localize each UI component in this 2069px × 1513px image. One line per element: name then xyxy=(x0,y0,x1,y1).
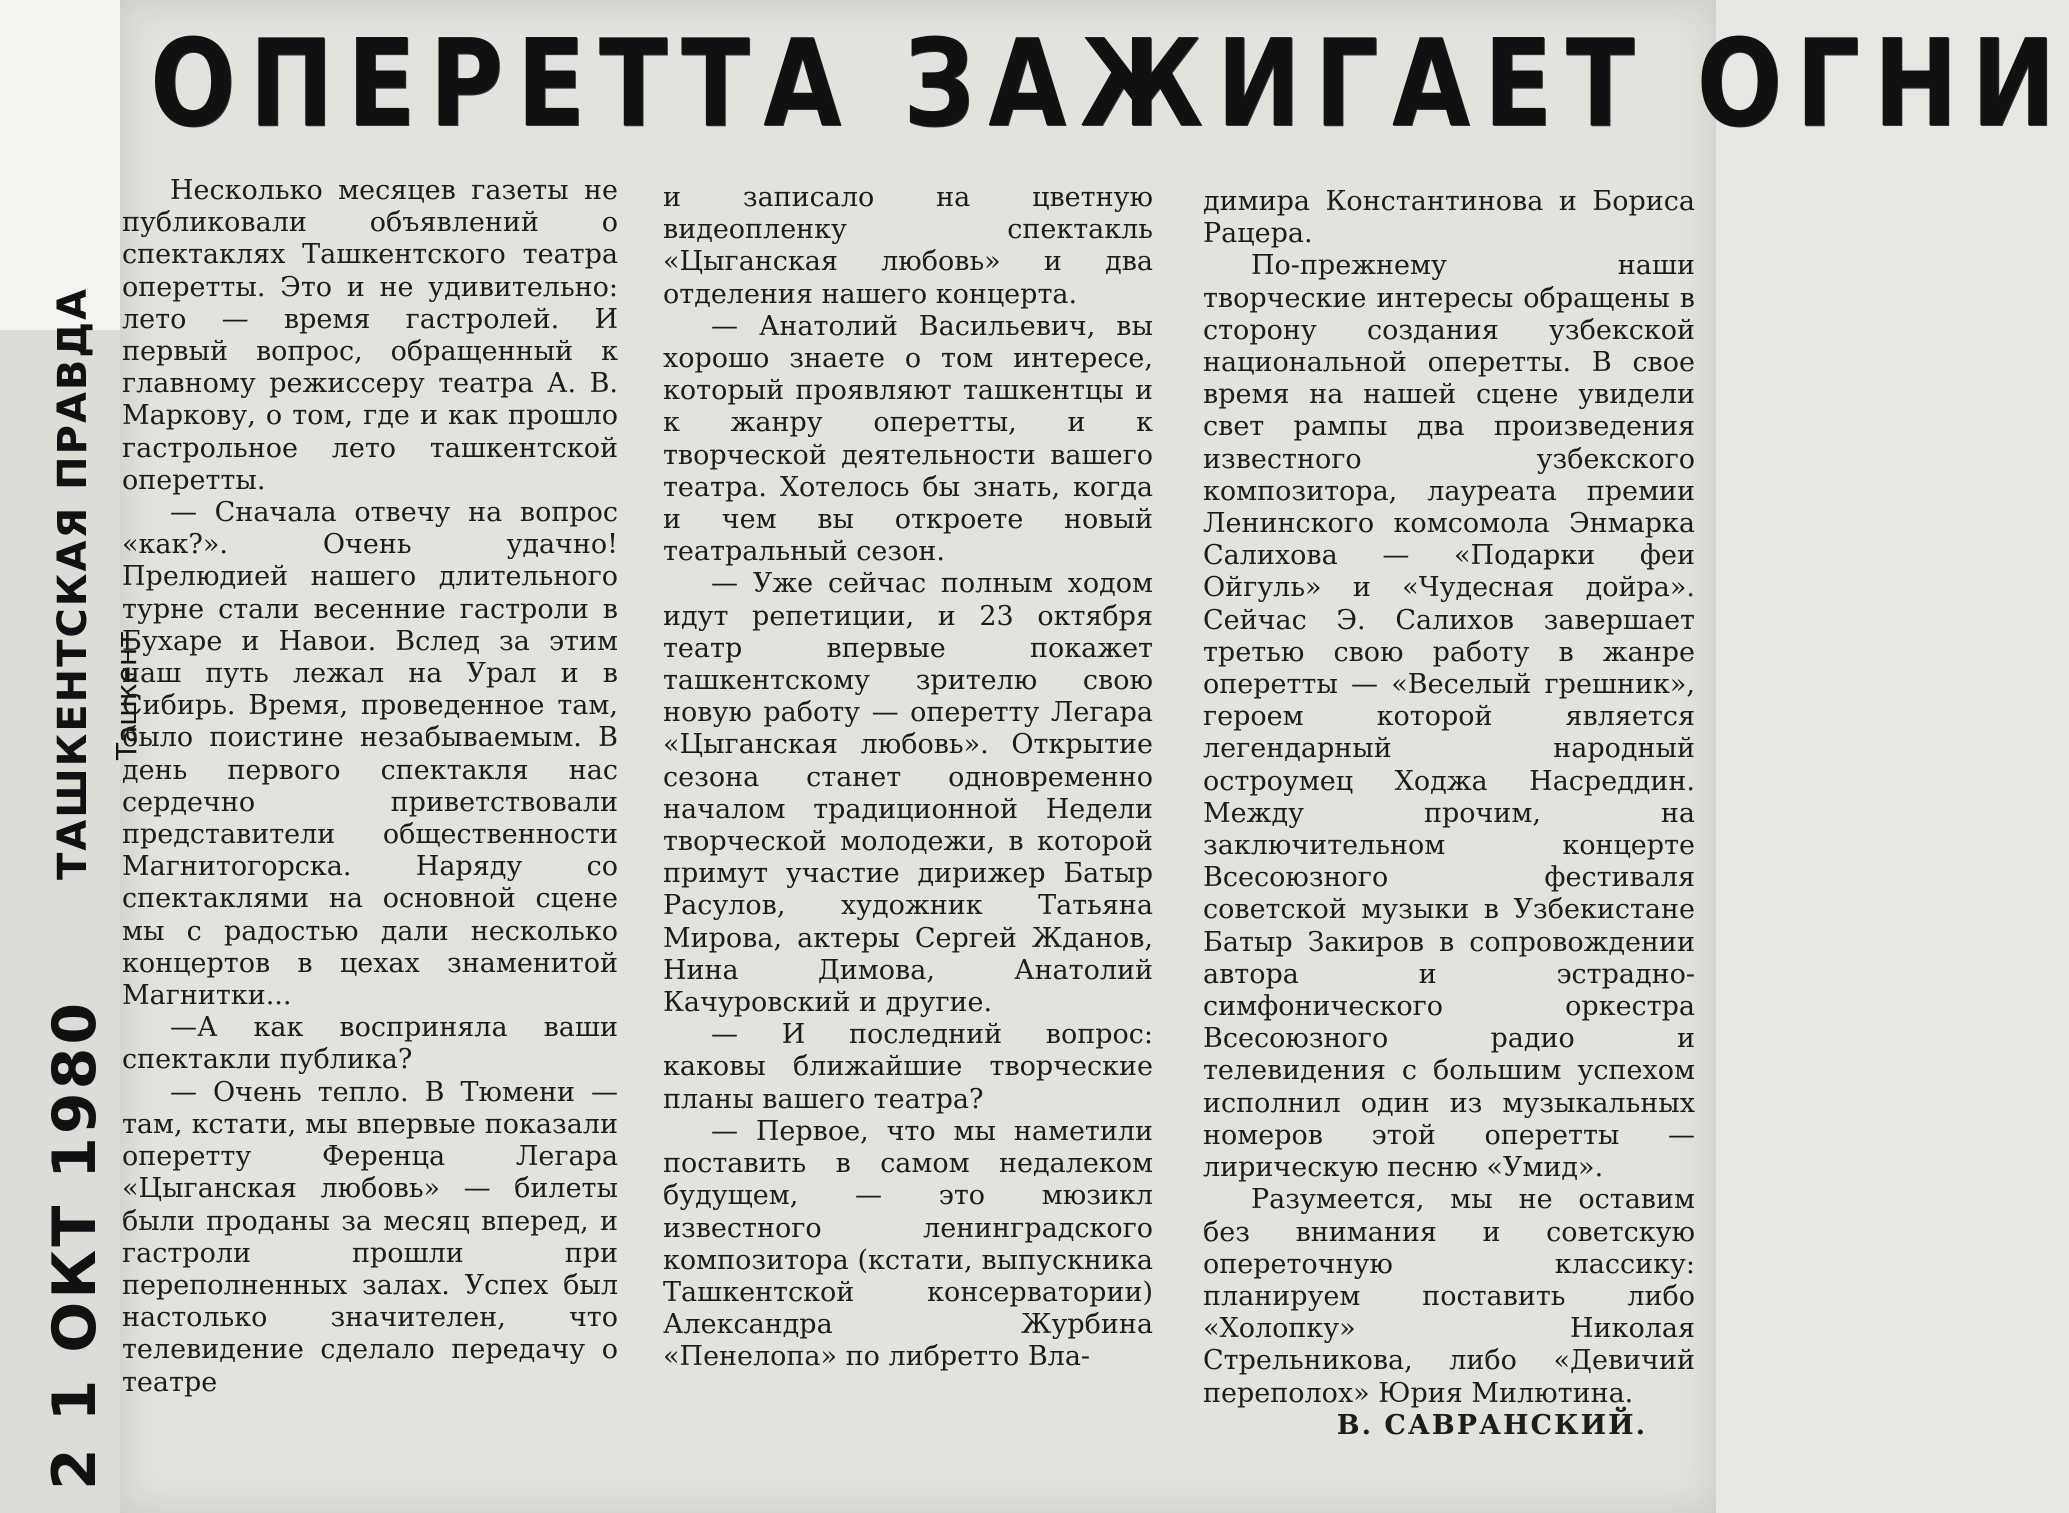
paragraph: — Анатолий Васильевич, вы хорошо знаете о том интересе, который проявляют ташкентцы и к жанру оперетты, и к творческой деятельности вашего театра. Хотелось бы знать, когда и чем вы откроете новый театральный сезон. xyxy=(663,310,1153,568)
article-headline: ОПЕРЕТТА ЗАЖИГАЕТ ОГНИ xyxy=(150,15,2069,154)
author-signature: В. САВРАНСКИЙ. xyxy=(1336,1409,1647,1441)
paragraph: — И последний вопрос: каковы ближайшие творческие планы вашего театра? xyxy=(663,1019,1153,1115)
paragraph: димира Константинова и Бориса Рацера. xyxy=(1203,186,1695,250)
paragraph: — Сначала отвечу на вопрос «как?». Очень удачно! Прелюдией нашего длительного турне стали весенние гастроли в Бухаре и Навои. Вслед за этим наш путь лежал на Урал и в Сибирь. Время, проведенное там, было поистине незабываемым. В день первого спектакля нас сердечно приветствовали представители общественности Магнитогорска. Наряду со спектаклями на основной сцене мы с радостью дали несколько концертов в цехах знаменитой Магнитки... xyxy=(122,497,618,1012)
paragraph: — Первое, что мы наметили поставить в самом недалеком будущем, — это мюзикл известного ленинградского композитора (кстати, выпускника Ташкентской консерватории) Александра Журбина «Пенелопа» по либретто Вла- xyxy=(663,1115,1153,1373)
article-column-2 xyxy=(663,182,1153,1374)
paragraph: Разумеется, мы не оставим без внимания и советскую опереточную классику: планируем поставить либо «Холопку» Николая Стрельникова, либо «Девичий переполох» Юрия Милютина. xyxy=(1203,1184,1695,1409)
paragraph: — Очень тепло. В Тюмени — там, кстати, мы впервые показали оперетту Ференца Легара «Цыганская любовь» — билеты были проданы за месяц вперед, и гастроли прошли при переполненных залах. Успех был настолько значителен, что телевидение сделало передачу о театре xyxy=(122,1076,618,1398)
newspaper-name-stamp: ТАШКЕНТСКАЯ ПРАВДА xyxy=(50,287,96,880)
paragraph: — Уже сейчас полным ходом идут репетиции, и 23 октября театр впервые покажет ташкентскому зрителю свою новую работу — оперетту Легара «Цыганская любовь». Открытие сезона станет одновременно началом традиционной Недели творческой молодежи, в которой примут участие дирижер Батыр Расулов, художник Татьяна Мирова, актеры Сергей Жданов, Нина Димова, Анатолий Качуровский и другие. xyxy=(663,568,1153,1019)
paragraph: По-прежнему наши творческие интересы обращены в сторону создания узбекской национальной оперетты. В свое время на нашей сцене увидели свет рампы два произведения известного узбекского композитора, лауреата премии Ленинского комсомола Энмарка Салихова — «Подарки феи Ойгуль» и «Чудесная дойра». Сейчас Э. Салихов завершает третью свою работу в жанре оперетты — «Веселый грешник», героем которой является легендарный народный остроумец Ходжа Насреддин. Между прочим, на заключительном концерте Всесоюзного фестиваля советской музыки в Узбекистане Батыр Закиров в сопровождении автора и эстрадно-симфонического оркестра Всесоюзного радио и телевидения с большим успехом исполнил один из музыкальных номеров этой оперетты — лирическую песню «Умид». xyxy=(1203,250,1695,1184)
article-column-1 xyxy=(122,175,618,1399)
paragraph: и записало на цветную видеопленку спектакль «Цыганская любовь» и два отделения нашего концерта. xyxy=(663,182,1153,310)
date-stamp: 2 1 ОКТ 1980 xyxy=(40,999,110,1490)
city-stamp: Ташкент xyxy=(110,631,143,760)
paragraph: —А как восприняла ваши спектакли публика? xyxy=(122,1012,618,1076)
article-column-3 xyxy=(1203,186,1695,1442)
paragraph: Несколько месяцев газеты не публиковали объявлений о спектаклях Ташкентского театра оперетты. Это и не удивительно: лето — время гастролей. И первый вопрос, обращенный к главному режиссеру театра А. В. Маркову, о том, где и как прошло гастрольное лето ташкентской оперетты. xyxy=(122,175,618,496)
